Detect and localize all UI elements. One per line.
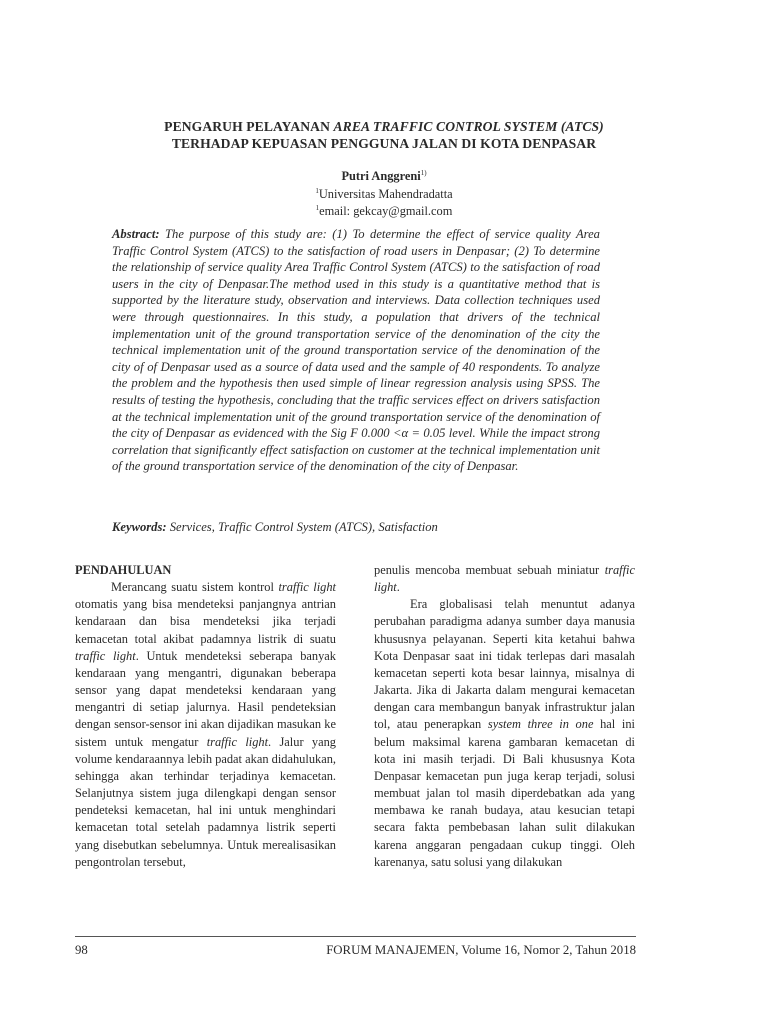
author-name-line — [80, 168, 688, 186]
footer-divider — [75, 936, 636, 937]
text-run: Merancang suatu sistem kontrol — [111, 580, 279, 595]
abstract — [112, 226, 600, 475]
author-email: email: gekcay@gmail.com — [319, 204, 453, 218]
abstract-text: The purpose of this study are: (1) To determine the effect of service quality Area Traffic Control System (ATCS) to the satisfaction of road users in Denpasar; (2) To determine the relationship of service quality Area Traffic Control System (ATCS) to the satisfaction of road users in the city of Denpasar.The method used in this study is a quantitative method that is supported by the literature study, observation and interviews. Data collection techniques used were through questionnaires. In this study, a population that drivers of the technical implementation unit of the ground transportation service of the denomination of the city the technical implementation unit of the ground transportation service of the denomination of the city of of Denpasar used as a source of data used and the sample of 40 respondents. To analyze the problem and the hypothesis then used simple of linear regression analysis using SPSS. The results of testing the hypothesis, concluding that the traffic services effect on drivers satisfaction at the technical implementation unit of the ground transportation service of the denomination of the city of Denpasar as evidenced with the Sig F 0.000 <α = 0.05 level. While the impact strong correlation that significantly effect satisfaction on customer at the technical implementation unit of the ground transportation service of the denomination of the city of Denpasar. — [112, 227, 600, 474]
title-line-1 — [80, 118, 688, 135]
italic-run: traffic light — [206, 734, 269, 749]
text-run: penulis mencoba membuat sebuah miniatur — [374, 563, 605, 577]
page-footer — [75, 942, 636, 958]
email-sup: 1 — [315, 203, 320, 212]
paper-title — [80, 118, 688, 152]
author-affiliation-line — [80, 186, 688, 204]
italic-run: system three in one — [487, 717, 594, 732]
page-number: 98 — [75, 943, 88, 957]
right-paragraph-2 — [374, 596, 635, 871]
author-name: Putri Anggreni — [341, 169, 421, 183]
keywords-text: Services, Traffic Control System (ATCS), Satisfaction — [169, 520, 438, 534]
author-email-line — [80, 203, 688, 221]
journal-info: FORUM MANAJEMEN, Volume 16, Nomor 2, Tahun 2018 — [326, 943, 636, 957]
italic-run: traffic light — [278, 580, 337, 595]
text-run: Era globalisasi telah menuntut adanya perubahan paradigma adanya sumber daya manusia khususnya pelayanan. Seperti kita ketahui bahwa Kota Denpasar saat ini tidak terlepas dari masalah kemacetan seperti kota besar lainnya, misalnya di Jakarta. Jika di Jakarta dalam mengurai kemacetan dengan cara membangun banyak infrastruktur jalan tol, atau penerapkan — [374, 597, 635, 732]
text-run: . Jalur yang volume kendaraannya lebih padat akan didahulukan, sehingga akan terhindar terjadinya kemacetan. Selanjutnya sistem juga dilengkapi dengan sensor pendeteksi kemacetan, hal ini untuk menghindari kemacetan total setelah padamnya listrik seperti yang disebutkan sebelumnya. Untuk merealisasikan pengontrolan tersebut, — [75, 734, 336, 869]
keywords — [112, 519, 600, 536]
right-paragraph-1 — [374, 562, 635, 596]
left-paragraph-1 — [75, 579, 336, 871]
italic-run: traffic light — [75, 648, 136, 663]
author-block — [80, 168, 688, 221]
author-affiliation: Universitas Mahendradatta — [318, 186, 453, 201]
title-prefix: PENGARUH PELAYANAN — [164, 119, 334, 134]
italic-run: traffic light — [374, 563, 635, 595]
text-run: otomatis yang bisa mendeteksi panjangnya antrian kendaraan dan bisa mendeteksi jika terjadi kemacetan total akibat padamnya listrik di suatu — [75, 597, 336, 646]
text-run: . Untuk mendeteksi seberapa banyak kendaraan yang mengantri, digunakan beberapa sensor yang dapat mendeteksi kendaraan yang mengantri di setiap jalurnya. Hasil pendeteksian dengan sensor-sensor ini akan dijadikan masukan ke sistem untuk mengatur — [75, 648, 336, 749]
right-column — [374, 562, 635, 871]
text-run: . — [396, 580, 400, 595]
text-run: hal ini belum maksimal karena gambaran kemacetan di kota ini masih terjadi. Di Bali khususnya Kota Denpasar kemacetan pun juga kerap terjadi, solusi membuat jalan tol masih diperdebatkan ada yang membawa ke ranah budaya, atau kesucian tetapi secara fakta pembebasan lahan sulit dilakukan karena anggaran pengadaan cukup tinggi. Oleh karenanya, satu solusi yang dilakukan — [374, 717, 635, 869]
affiliation-sup: 1 — [315, 186, 319, 195]
abstract-label: Abstract: — [112, 227, 160, 241]
section-heading: PENDAHULUAN — [75, 563, 172, 577]
title-line-2: TERHADAP KEPUASAN PENGGUNA JALAN DI KOTA DENPASAR — [171, 136, 597, 151]
left-column — [75, 562, 336, 871]
title-italic: AREA TRAFFIC CONTROL SYSTEM (ATCS) — [333, 119, 604, 134]
author-name-sup: 1) — [420, 168, 427, 177]
keywords-label: Keywords: — [112, 520, 167, 534]
